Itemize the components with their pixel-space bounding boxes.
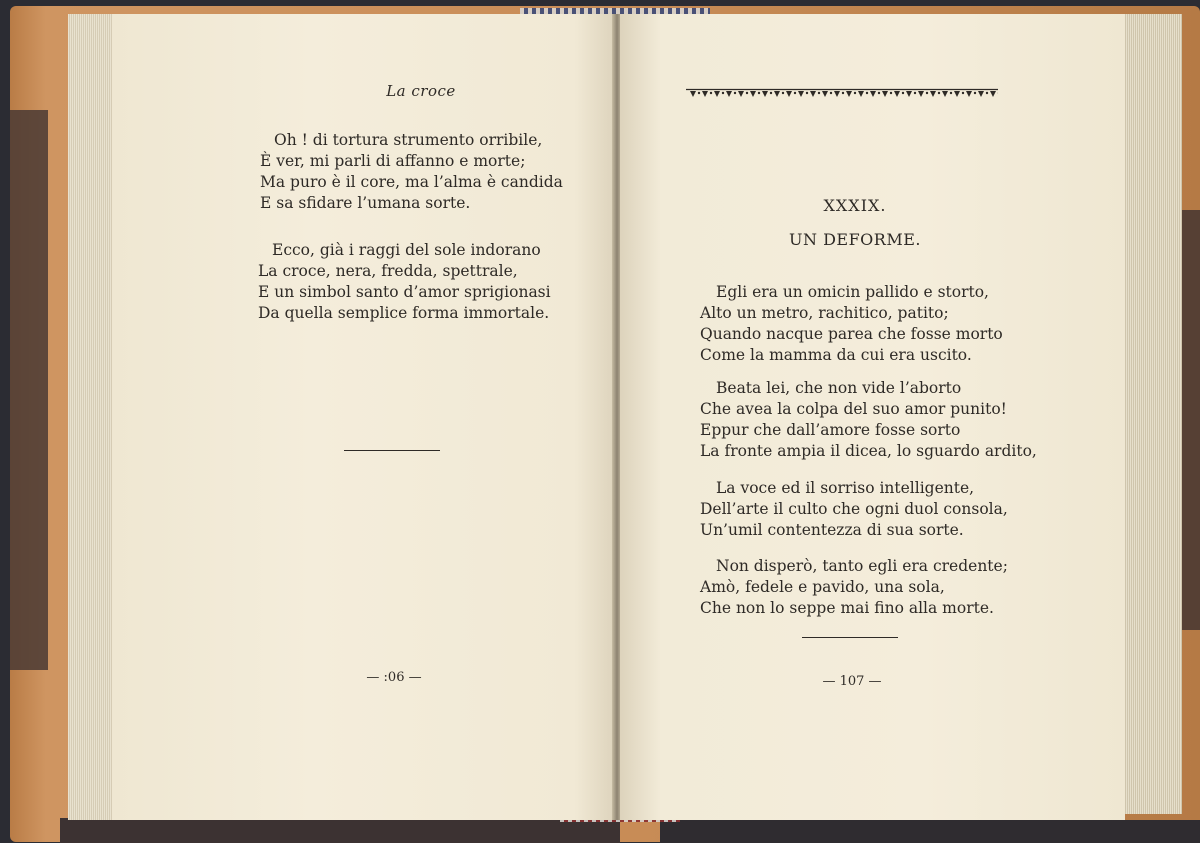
page-edges-right — [1120, 14, 1182, 814]
right-stanza-4 — [700, 556, 1008, 619]
verse-line: Non disperò, tanto egli era credente; — [716, 557, 1008, 575]
page-number: — :06 — — [366, 670, 422, 685]
verse-line: Un’umil contentezza di sua sorte. — [700, 521, 964, 539]
section-rule — [802, 637, 898, 638]
cover-wear-bottom-right — [660, 820, 1200, 843]
verse-line: La fronte ampia il dicea, lo sguardo ardito, — [700, 442, 1037, 460]
page-number: — 107 — — [822, 674, 882, 689]
verse-line: Alto un metro, rachitico, patito; — [700, 304, 949, 322]
verse-line: Eppur che dall’amore fosse sorto — [700, 421, 961, 439]
verse-line: La croce, nera, fredda, spettrale, — [258, 262, 518, 280]
left-stanza-1 — [260, 130, 563, 214]
verse-line: Ma puro è il core, ma l’alma è candida — [260, 173, 563, 191]
chapter-title: UN DEFORME. — [789, 230, 921, 249]
verse-line: Come la mamma da cui era uscito. — [700, 346, 972, 364]
left-stanza-2 — [258, 240, 551, 324]
chapter-number: XXXIX. — [823, 196, 887, 215]
cover-wear-left — [10, 110, 48, 670]
verse-line: Dell’arte il culto che ogni duol consola, — [700, 500, 1008, 518]
running-head: La croce — [386, 82, 456, 100]
verse-line: Beata lei, che non vide l’aborto — [716, 379, 962, 397]
verse-line: E sa sfidare l’umana sorte. — [260, 194, 471, 212]
verse-line: Ecco, già i raggi del sole indorano — [272, 241, 541, 259]
right-stanza-1 — [700, 282, 1003, 366]
right-stanza-3 — [700, 478, 1008, 541]
verse-line: Oh ! di tortura strumento orribile, — [274, 131, 543, 149]
verse-line: Che non lo seppe mai fino alla morte. — [700, 599, 994, 617]
verse-line: Quando nacque parea che fosse morto — [700, 325, 1003, 343]
section-rule — [344, 450, 440, 451]
left-page — [112, 14, 615, 820]
verse-line: Che avea la colpa del suo amor punito! — [700, 400, 1007, 418]
verse-line: Egli era un omicin pallido e storto, — [716, 283, 989, 301]
verse-line: Amò, fedele e pavido, una sola, — [700, 578, 945, 596]
verse-line: È ver, mi parli di affanno e morte; — [260, 152, 526, 170]
right-page — [620, 14, 1125, 820]
verse-line: La voce ed il sorriso intelligente, — [716, 479, 975, 497]
cover-wear-bottom — [60, 818, 620, 843]
right-stanza-2 — [700, 378, 1037, 462]
verse-line: Da quella semplice forma immortale. — [258, 304, 550, 322]
verse-line: E un simbol santo d’amor sprigionasi — [258, 283, 551, 301]
ornament-band — [686, 88, 998, 100]
